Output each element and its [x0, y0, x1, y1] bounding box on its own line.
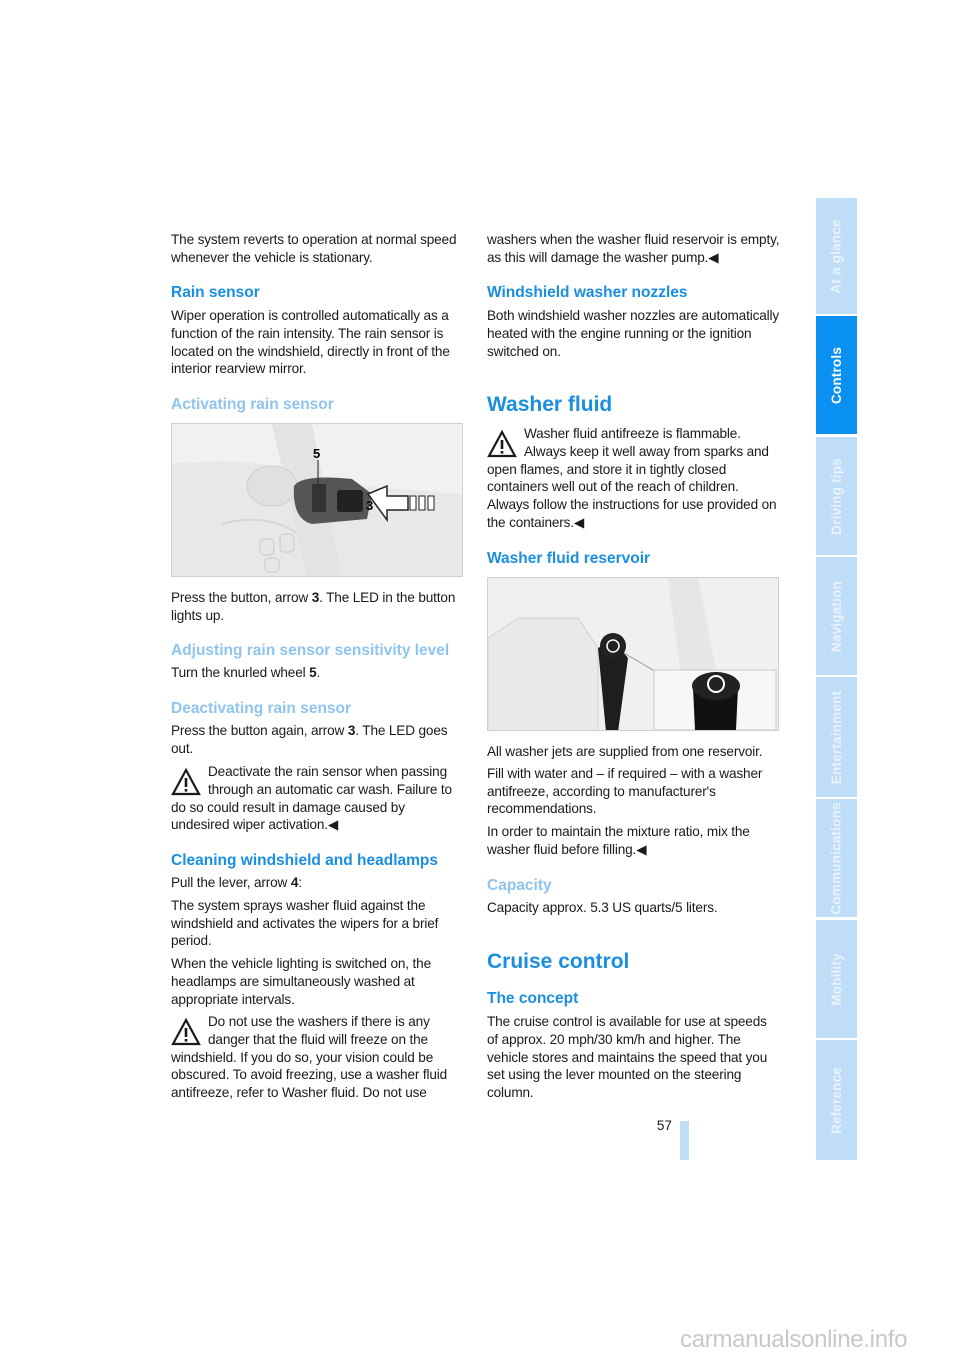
text: Press the button, arrow	[171, 590, 312, 605]
end-mark: ◀	[708, 249, 719, 265]
label-3: 3	[366, 498, 374, 513]
text: .	[316, 665, 321, 680]
tab-entertainment[interactable]	[816, 677, 857, 797]
tab-label: At a glance	[829, 218, 845, 294]
rain-sensor-figure	[171, 423, 463, 577]
reservoir-text	[487, 743, 781, 859]
end-mark: ◀	[327, 817, 339, 833]
text: :	[298, 875, 302, 890]
warning-triangle-icon	[487, 429, 517, 459]
warning-car-wash	[171, 763, 465, 834]
reservoir-illustration	[488, 578, 779, 731]
paragraph: Do not use the washers if there is any danger that the fluid will freeze on the windshield. If you do so, your vision could be obscured. To avoid freezing, use a washer fluid antifreeze, refer to Washer fluid. Do not use	[171, 1014, 448, 1101]
wiper-lever-illustration	[172, 424, 463, 577]
paragraph: The system reverts to operation at normal speed whenever the vehicle is stationary.	[171, 232, 457, 265]
end-mark: ◀	[636, 841, 647, 857]
label-5: 5	[313, 446, 321, 461]
adjusting-text	[171, 664, 465, 682]
activating-heading: Activating rain sensor	[171, 396, 334, 413]
washer-fluid-title: Washer fluid	[487, 393, 613, 416]
text: Pull the lever, arrow	[171, 875, 291, 890]
tab-driving-tips[interactable]	[816, 437, 857, 555]
paragraph: The system sprays washer fluid against the windshield and activates the wipers for a brief period.	[171, 897, 439, 949]
paragraph: Both windshield washer nozzles are automatically heated with the engine running or the ignition switched on.	[487, 308, 780, 359]
warning-continued	[487, 231, 781, 267]
tab-label: Communications	[829, 801, 844, 915]
deactivating-heading: Deactivating rain sensor	[171, 700, 352, 717]
text: washers when the washer fluid reservoir is empty, as this will damage the washer pump.	[487, 232, 780, 265]
text: Press the button again, arrow	[171, 723, 348, 738]
text: In order to maintain the mixture ratio, mix the washer fluid before filling.	[487, 824, 750, 857]
tab-label: Entertainment	[829, 690, 844, 784]
washer-reservoir-figure	[487, 577, 779, 731]
paragraph	[171, 589, 465, 625]
arrow-number: 4	[290, 875, 299, 890]
paragraph	[487, 231, 781, 267]
paragraph: Capacity approx. 5.3 US quarts/5 liters.	[487, 900, 718, 915]
tab-communications[interactable]	[816, 799, 857, 917]
paragraph	[171, 763, 465, 834]
tab-label: Navigation	[829, 580, 845, 652]
tab-label: Controls	[829, 346, 845, 404]
capacity-text	[487, 899, 781, 917]
concept-text	[487, 1013, 781, 1102]
nozzles-text	[487, 307, 781, 360]
watermark: carmanualsonline.info	[680, 1326, 908, 1353]
end-mark: ◀	[573, 514, 585, 530]
paragraph: When the vehicle lighting is switched on, the headlamps are simultaneously washed at appropriate intervals.	[171, 956, 431, 1007]
intro-paragraph	[171, 231, 465, 267]
warning-text: Washer fluid antifreeze is flammable. Always keep it well away from sparks and open flames, and store it in tightly closed containers well out of the reach of children. Always follow the instructions for use provided on the containers.	[487, 426, 777, 530]
cleaning-heading: Cleaning windshield and headlamps	[171, 852, 438, 869]
arrow-number: 3	[347, 723, 356, 738]
rain-sensor-text	[171, 307, 465, 378]
activating-text	[171, 589, 465, 625]
warning-triangle-icon	[171, 767, 201, 797]
reservoir-heading: Washer fluid reservoir	[487, 550, 651, 567]
paragraph: Wiper operation is controlled automatically as a function of the rain intensity. The rain sensor is located on the windshield, directly in front of the interior rearview mirror.	[171, 308, 450, 377]
text: . The LED in the button lights up.	[171, 590, 456, 623]
tab-navigation[interactable]	[816, 557, 857, 675]
warning-flammable	[487, 425, 781, 532]
paragraph: The cruise control is available for use at speeds of approx. 20 mph/30 km/h and higher. The vehicle stores and maintains the speed that you set using the lever mounted on the steering column.	[487, 1014, 768, 1101]
rain-sensor-heading: Rain sensor	[171, 284, 260, 301]
text: Turn the knurled wheel	[171, 665, 310, 680]
tab-label: Reference	[829, 1066, 844, 1134]
concept-heading: The concept	[487, 990, 579, 1007]
tab-label: Driving tips	[829, 457, 845, 535]
tab-mobility[interactable]	[816, 920, 857, 1038]
paragraph	[487, 425, 781, 532]
paragraph	[171, 874, 465, 892]
cruise-control-title: Cruise control	[487, 950, 630, 973]
deactivating-text	[171, 722, 465, 758]
paragraph: All washer jets are supplied from one reservoir.	[487, 744, 763, 759]
page-number-bar	[680, 1121, 689, 1160]
paragraph	[171, 722, 465, 758]
arrow-number: 3	[311, 590, 320, 605]
capacity-heading: Capacity	[487, 877, 552, 894]
paragraph	[171, 664, 465, 682]
warning-freeze	[171, 1013, 465, 1102]
cleaning-text	[171, 874, 465, 1009]
wheel-number: 5	[309, 665, 317, 680]
adjusting-heading: Adjusting rain sensor sensitivity level	[171, 642, 450, 659]
tab-controls[interactable]	[816, 316, 857, 434]
tab-label: Mobility	[829, 952, 845, 1006]
warning-text: Deactivate the rain sensor when passing through an automatic car wash. Failure to do so could result in damage caused by undesired wiper activation.	[171, 764, 452, 833]
warning-triangle-icon	[171, 1017, 201, 1047]
page-number: 57	[656, 1118, 672, 1133]
paragraph: Fill with water and – if required – with a washer antifreeze, according to manufacturer's recommendations.	[487, 765, 763, 817]
tab-reference[interactable]	[816, 1040, 857, 1160]
tab-at-a-glance[interactable]	[816, 198, 857, 314]
paragraph	[487, 823, 781, 859]
nozzles-heading: Windshield washer nozzles	[487, 284, 688, 301]
text: . The LED goes out.	[171, 723, 448, 756]
